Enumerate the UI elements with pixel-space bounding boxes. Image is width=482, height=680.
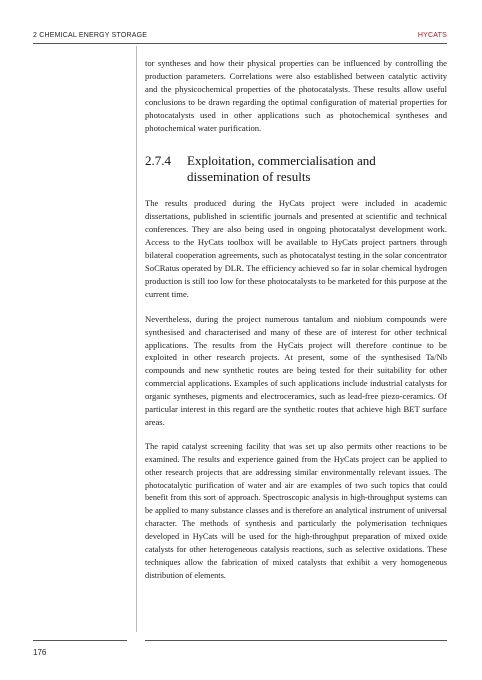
section-title: Exploitation, commercialisation and dissemination of results: [187, 153, 376, 184]
body-text: [145, 57, 447, 595]
section-heading: [145, 153, 447, 184]
header-divider: [33, 43, 447, 44]
chapter-title: 2 CHEMICAL ENERGY STORAGE: [33, 32, 148, 39]
project-label: HYCATS: [417, 32, 447, 39]
running-header: [33, 32, 447, 42]
page-number: 176: [33, 648, 47, 657]
paragraph-results: The results produced during the HyCats project were included in academic dissertations, published in scientific journals and presented at scientific and technical conferences. They are also being used in ongoing photocatalyst development work. Access to the HyCats toolbox will be available to HyCats project partners through bilateral cooperation agreements, such as photocatalyst testing in the solar concentrator SoCRatus operated by DLR. The efficiency achieved so far in solar chemical hydrogen production is still too low for these photocatalysts to be marketed for this purpose at the current time.: [145, 198, 447, 299]
margin-rule: [136, 46, 137, 632]
paragraph-compounds: Nevertheless, during the project numerous tantalum and niobium compounds were synthesised and characterised and many of these are of interest for other technical applications. The results from the HyCats project will therefore continue to be exploited in other research projects. At present, some of the synthesised Ta/Nb compounds and new synthetic routes are being tested for their suitability for other commercial applications. Examples of such applications include industrial catalysts for organic syntheses, pigments and electroceramics, such as lead-free piezo-ceramics. Of particular interest in this regard are the synthetic routes that achieve high BET surface areas.: [145, 313, 447, 427]
footer-divider-left: [33, 640, 127, 641]
footer-divider-right: [145, 640, 447, 641]
paragraph-intro: tor syntheses and how their physical properties can be influenced by controlling the production parameters. Correlations were also established between catalytic activity and the physicochemical properties of the photocatalysts. These results allow useful conclusions to be drawn regarding the optimal configuration of material properties for photocatalysts used in other applications such as photochemical syntheses and photochemical water purification.: [145, 58, 447, 133]
section-number: 2.7.4: [145, 153, 171, 169]
paragraph-screening: The rapid catalyst screening facility that was set up also permits other reactions to be examined. The results and experience gained from the HyCats project can be applied to other research projects that are addressing similar environmentally relevant issues. The photocatalytic purification of water and air are examples of two such topics that could benefit from this sort of approach. Spectroscopic analysis in high-throughput systems can be applied to many substance classes and is therefore an analytical instrument of universal character. The methods of synthesis and particularly the polymerisation techniques developed in HyCats will be used for the high-throughput preparation of mixed oxide catalysts for other heterogeneous catalysis reactions, such as selective oxidations. These techniques allow the fabrication of mixed catalysts that exhibit a very homogeneous distribution of elements.: [145, 441, 447, 580]
